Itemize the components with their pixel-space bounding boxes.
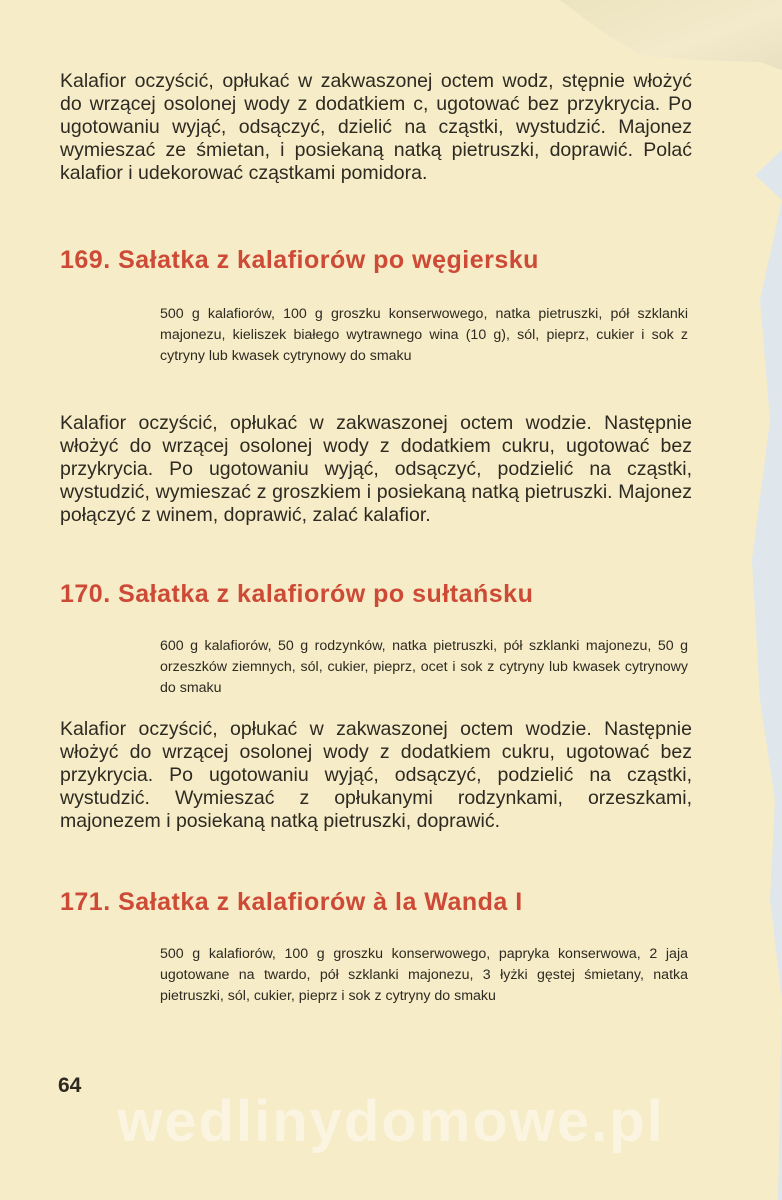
recipe-170-method: Kalafior oczyścić, opłukać w zakwaszonej octem wodzie. Następnie włożyć do wrzącej osolonej wody z dodatkiem cukru, ugotować bez przykrycia. Po ugotowaniu wyjąć, odsączyć, podzielić na cząstki, wystudzić. Wymieszać z opłukanymi rodzynkami, orzeszkami, majonezem i posiekaną natką pietruszki, doprawić. [60, 718, 692, 832]
recipe-169-ingredients: 500 g kalafiorów, 100 g groszku konserwowego, natka pietruszki, pół szklanki majonezu, kieliszek białego wytrawnego wina (10 g), sól, pieprz, cukier i sok z cytryny lub kwasek cytrynowy do smaku [160, 306, 688, 364]
recipe-171-title: 171. Sałatka z kalafiorów à la Wanda I [60, 888, 523, 916]
page-number: 64 [58, 1074, 82, 1097]
recipe-170-ingredients: 600 g kalafiorów, 50 g rodzynków, natka pietruszki, pół szklanki majonezu, 50 g orzeszków ziemnych, sól, cukier, pieprz, ocet i sok z cytryny lub kwasek cytrynowy do smaku [160, 638, 688, 696]
watermark: wedlinydomowe.pl [117, 1089, 665, 1154]
recipe-169-method: Kalafior oczyścić, opłukać w zakwaszonej octem wodzie. Następnie włożyć do wrzącej osolonej wody z dodatkiem cukru, ugotować bez przykrycia. Po ugotowaniu wyjąć, odsączyć, podzielić na cząstki, wystudzić, wymieszać z groszkiem i posiekaną natką pietruszki. Majonez połączyć z winem, doprawić, zalać kalafior. [60, 412, 692, 526]
recipe-169-title: 169. Sałatka z kalafiorów po węgiersku [60, 246, 539, 274]
recipe-170-title: 170. Sałatka z kalafiorów po sułtańsku [60, 580, 534, 608]
recipe-171-ingredients: 500 g kalafiorów, 100 g groszku konserwowego, papryka konserwowa, 2 jaja ugotowane na twardo, pół szklanki majonezu, 3 łyżki gęstej śmietany, natka pietruszki, sól, cukier, pieprz i sok z cytryny do smaku [160, 946, 688, 1004]
intro-paragraph: Kalafior oczyścić, opłukać w zakwaszonej octem wodz, stępnie włożyć do wrzącej osolonej wody z dodatkiem c, ugotować bez przykrycia. Po ugotowaniu wyjąć, odsączyć, dzielić na cząstki, wystudzić. Majonez wymieszać ze śmietan, i posiekaną natką pietruszki, doprawić. Polać kalafior i udekorować cząstkami pomidora. [60, 70, 692, 184]
